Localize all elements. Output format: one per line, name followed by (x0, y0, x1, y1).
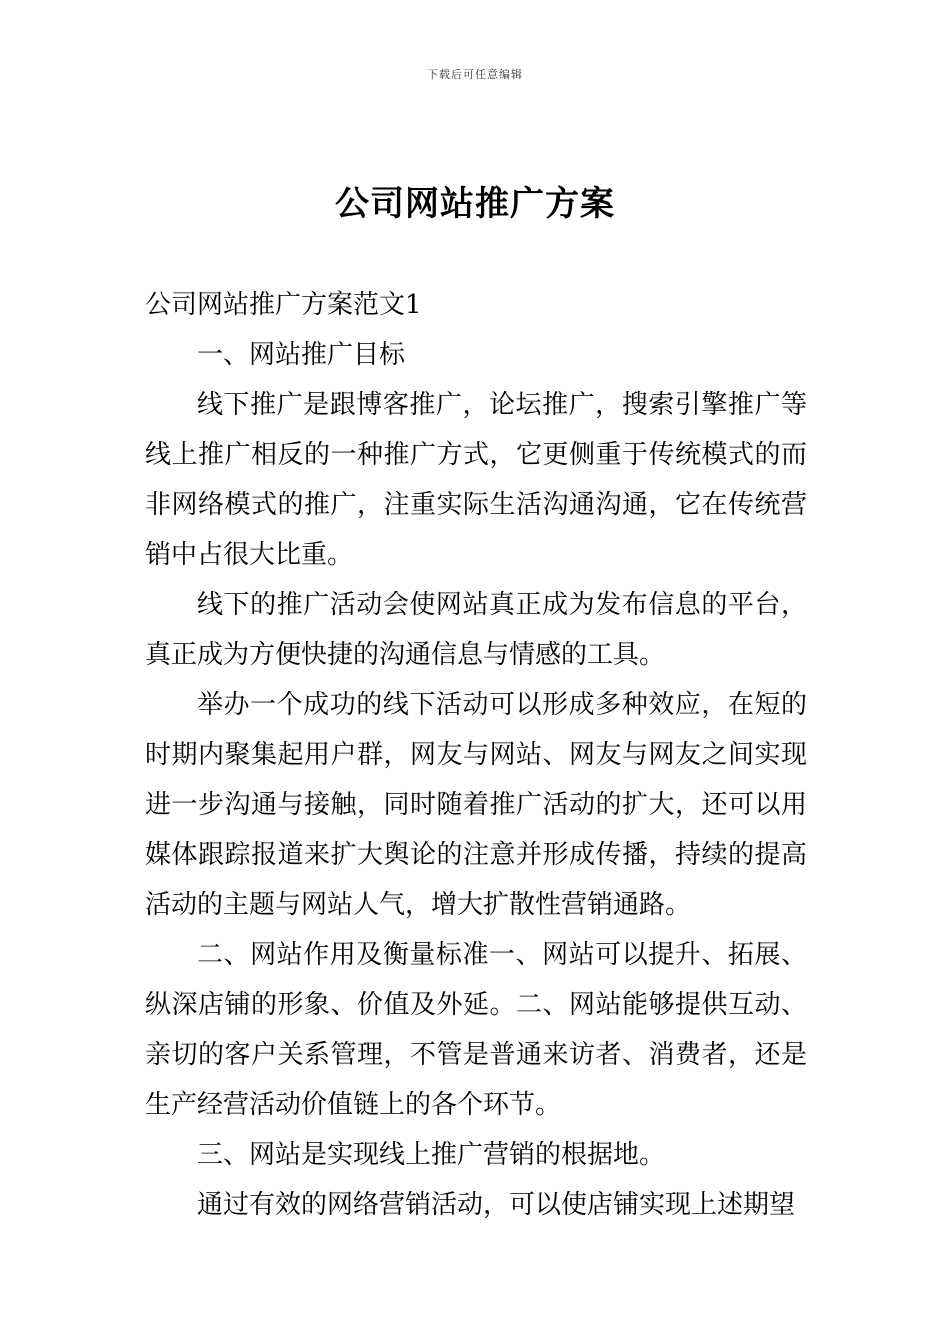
paragraph: 举办一个成功的线下活动可以形成多种效应，在短的时期内聚集起用户群，网友与网站、网友与网友之间实现进一步沟通与接触，同时随着推广活动的扩大，还可以用媒体跟踪报道来扩大舆论的注意并形成传播，持续的提高活动的主题与网站人气，增大扩散性营销通路。 (145, 690, 807, 920)
paragraph: 三、网站是实现线上推广营销的根据地。 (197, 1140, 666, 1170)
document-body (145, 280, 807, 1230)
paragraph: 线下推广是跟博客推广，论坛推广，搜索引擎推广等线上推广相反的一种推广方式，它更侧重于传统模式的而非网络模式的推广，注重实际生活沟通沟通，它在传统营销中占很大比重。 (145, 390, 807, 570)
paragraph: 线下的推广活动会使网站真正成为发布信息的平台，真正成为方便快捷的沟通信息与情感的工具。 (145, 590, 807, 670)
header-note: 下载后可任意编辑 (427, 68, 523, 81)
document-title: 公司网站推广方案 (335, 184, 615, 224)
paragraph: 通过有效的网络营销活动，可以使店铺实现上述期望 (197, 1190, 796, 1220)
section-heading-goal: 一、网站推广目标 (197, 340, 406, 370)
paragraph: 二、网站作用及衡量标准一、网站可以提升、拓展、纵深店铺的形象、价值及外延。二、网站能够提供互动、亲切的客户关系管理，不管是普通来访者、消费者，还是生产经营活动价值链上的各个环节。 (145, 940, 807, 1120)
section-subtitle: 公司网站推广方案范文1 (145, 290, 422, 320)
